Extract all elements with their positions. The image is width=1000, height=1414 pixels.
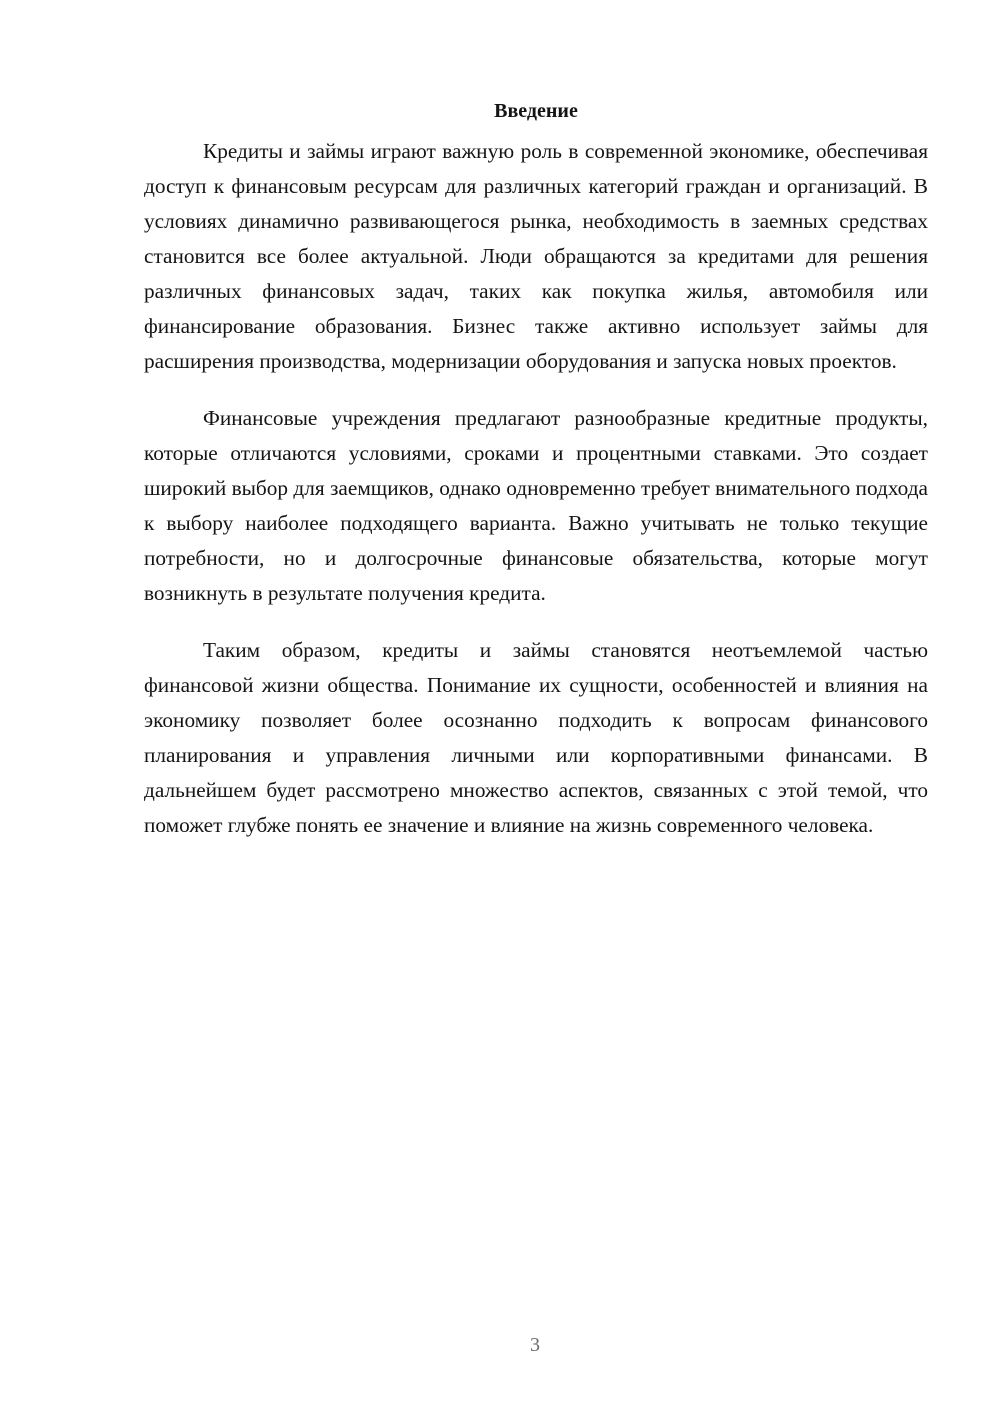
page-number: 3 — [530, 1334, 540, 1356]
page-content — [144, 96, 928, 865]
paragraph-1: Кредиты и займы играют важную роль в современной экономике, обеспечивая доступ к финансовым ресурсам для различных категорий граждан и организаций. В условиях динамично развивающегося рынка, необходимость в заемных средствах становится все более актуальной. Люди обращаются за кредитами для решения различных финансовых задач, таких как покупка жилья, автомобиля или финансирование образования. Бизнес также активно использует займы для расширения производства, модернизации оборудования и запуска новых проектов. — [144, 139, 928, 373]
paragraph-3: Таким образом, кредиты и займы становятся неотъемлемой частью финансовой жизни общества. Понимание их сущности, особенностей и влияния на экономику позволяет более осознанно подходить к вопросам финансового планирования и управления личными или корпоративными финансами. В дальнейшем будет рассмотрено множество аспектов, связанных с этой темой, что поможет глубже понять ее значение и влияние на жизнь современного человека. — [144, 638, 928, 837]
section-title: Введение — [494, 100, 578, 122]
paragraph-2: Финансовые учреждения предлагают разнообразные кредитные продукты, которые отличаются условиями, сроками и процентными ставками. Это создает широкий выбор для заемщиков, однако одновременно требует внимательного подхода к выбору наиболее подходящего варианта. Важно учитывать не только текущие потребности, но и долгосрочные финансовые обязательства, которые могут возникнуть в результате получения кредита. — [144, 406, 928, 605]
